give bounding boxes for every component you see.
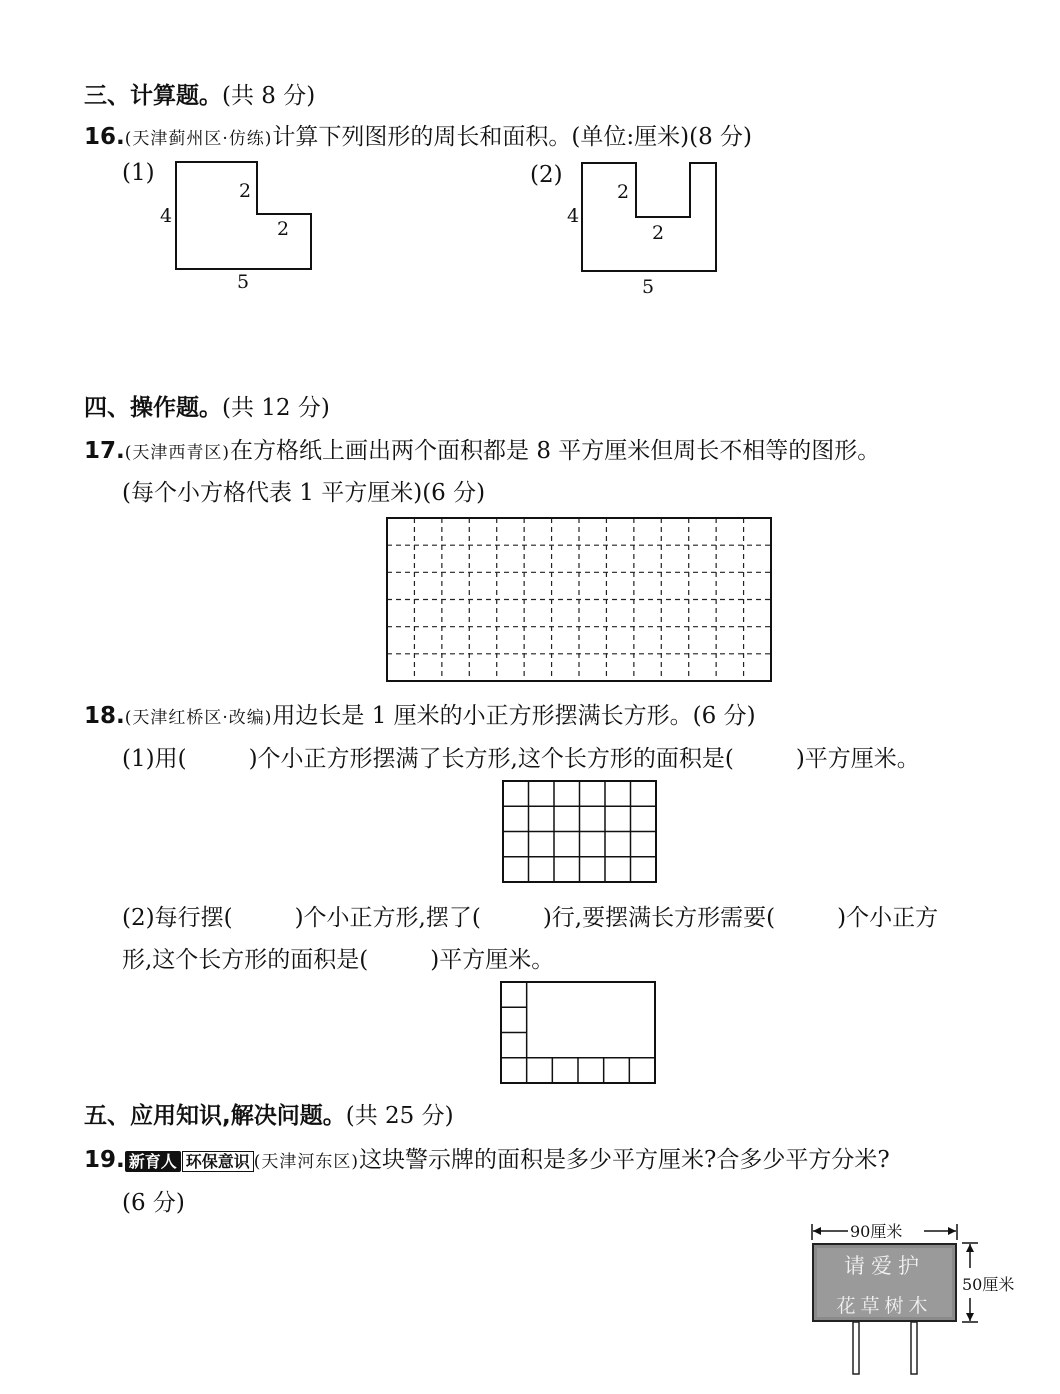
q16-number: 16. xyxy=(84,124,125,150)
fig1-notch-width-label: 2 xyxy=(239,180,252,202)
q18-part2-text-f: )平方厘米。 xyxy=(430,947,555,973)
section5-points: (共 25 分) xyxy=(345,1103,454,1129)
q18-part2-text-d: )个小正方 xyxy=(837,905,939,931)
q18-text: 用边长是 1 厘米的小正方形摆满长方形。(6 分) xyxy=(272,703,756,729)
q17-source: (天津西青区) xyxy=(124,443,231,463)
fig1-left-label: 4 xyxy=(160,205,173,227)
q19-source: (天津河东区) xyxy=(253,1152,360,1172)
q19-tag-light: 环保意识 xyxy=(182,1151,254,1172)
q18-part2-text-b: )个小正方形,摆了( xyxy=(294,905,481,931)
q16-source: (天津蓟州区·仿练) xyxy=(124,129,273,149)
q18-part1-text-b: )个小正方形摆满了长方形,这个长方形的面积是( xyxy=(248,746,734,772)
section3-points: (共 8 分) xyxy=(222,83,316,109)
sign-post-left xyxy=(853,1322,859,1374)
fig2-notch-width-label: 2 xyxy=(652,222,665,244)
q18-part2-text-e: 形,这个长方形的面积是( xyxy=(122,947,369,973)
q19-text: 这块警示牌的面积是多少平方厘米?合多少平方分米? xyxy=(359,1147,890,1173)
section4-points: (共 12 分) xyxy=(222,395,330,421)
fig2-left-label: 4 xyxy=(567,205,580,227)
q18-number: 18. xyxy=(84,703,125,729)
sign-post-right xyxy=(911,1322,917,1374)
fig2-notch-depth-label: 2 xyxy=(617,181,630,203)
q16-fig2-label: (2) xyxy=(530,162,563,188)
sign-width-label: 90厘米 xyxy=(848,1219,904,1242)
q17-text2: (每个小方格代表 1 平方厘米)(6 分) xyxy=(122,480,486,506)
fig1-notch-height-label: 2 xyxy=(277,218,290,240)
q19-points: (6 分) xyxy=(122,1190,185,1216)
q18-part2-text-a: (2)每行摆( xyxy=(122,905,233,931)
q18-part1-text-a: (1)用( xyxy=(122,746,187,772)
q16-fig1-label: (1) xyxy=(122,160,155,186)
sign-text-line1: 请爱护 xyxy=(844,1254,925,1278)
q18-source: (天津红桥区·改编) xyxy=(124,708,273,728)
q17-number: 17. xyxy=(84,438,125,464)
section3-title: 三、计算题。 xyxy=(84,83,222,109)
q18-part2-text-c: )行,要摆满长方形需要( xyxy=(542,905,776,931)
section4-title: 四、操作题。 xyxy=(84,395,222,421)
fig1-bottom-label: 5 xyxy=(237,271,250,293)
q17-text: 在方格纸上画出两个面积都是 8 平方厘米但周长不相等的图形。 xyxy=(230,438,881,464)
q16-text: 计算下列图形的周长和面积。(单位:厘米)(8 分) xyxy=(272,124,753,150)
q19-number: 19. xyxy=(84,1147,125,1173)
q18-part1-text-c: )平方厘米。 xyxy=(795,746,920,772)
section5-title: 五、应用知识,解决问题。 xyxy=(84,1103,346,1129)
fig2-bottom-label: 5 xyxy=(642,276,655,298)
q19-tag-dark: 新育人 xyxy=(125,1151,181,1172)
sign-text-line2: 花草树木 xyxy=(836,1295,933,1317)
sign-height-label: 50厘米 xyxy=(962,1272,1014,1295)
